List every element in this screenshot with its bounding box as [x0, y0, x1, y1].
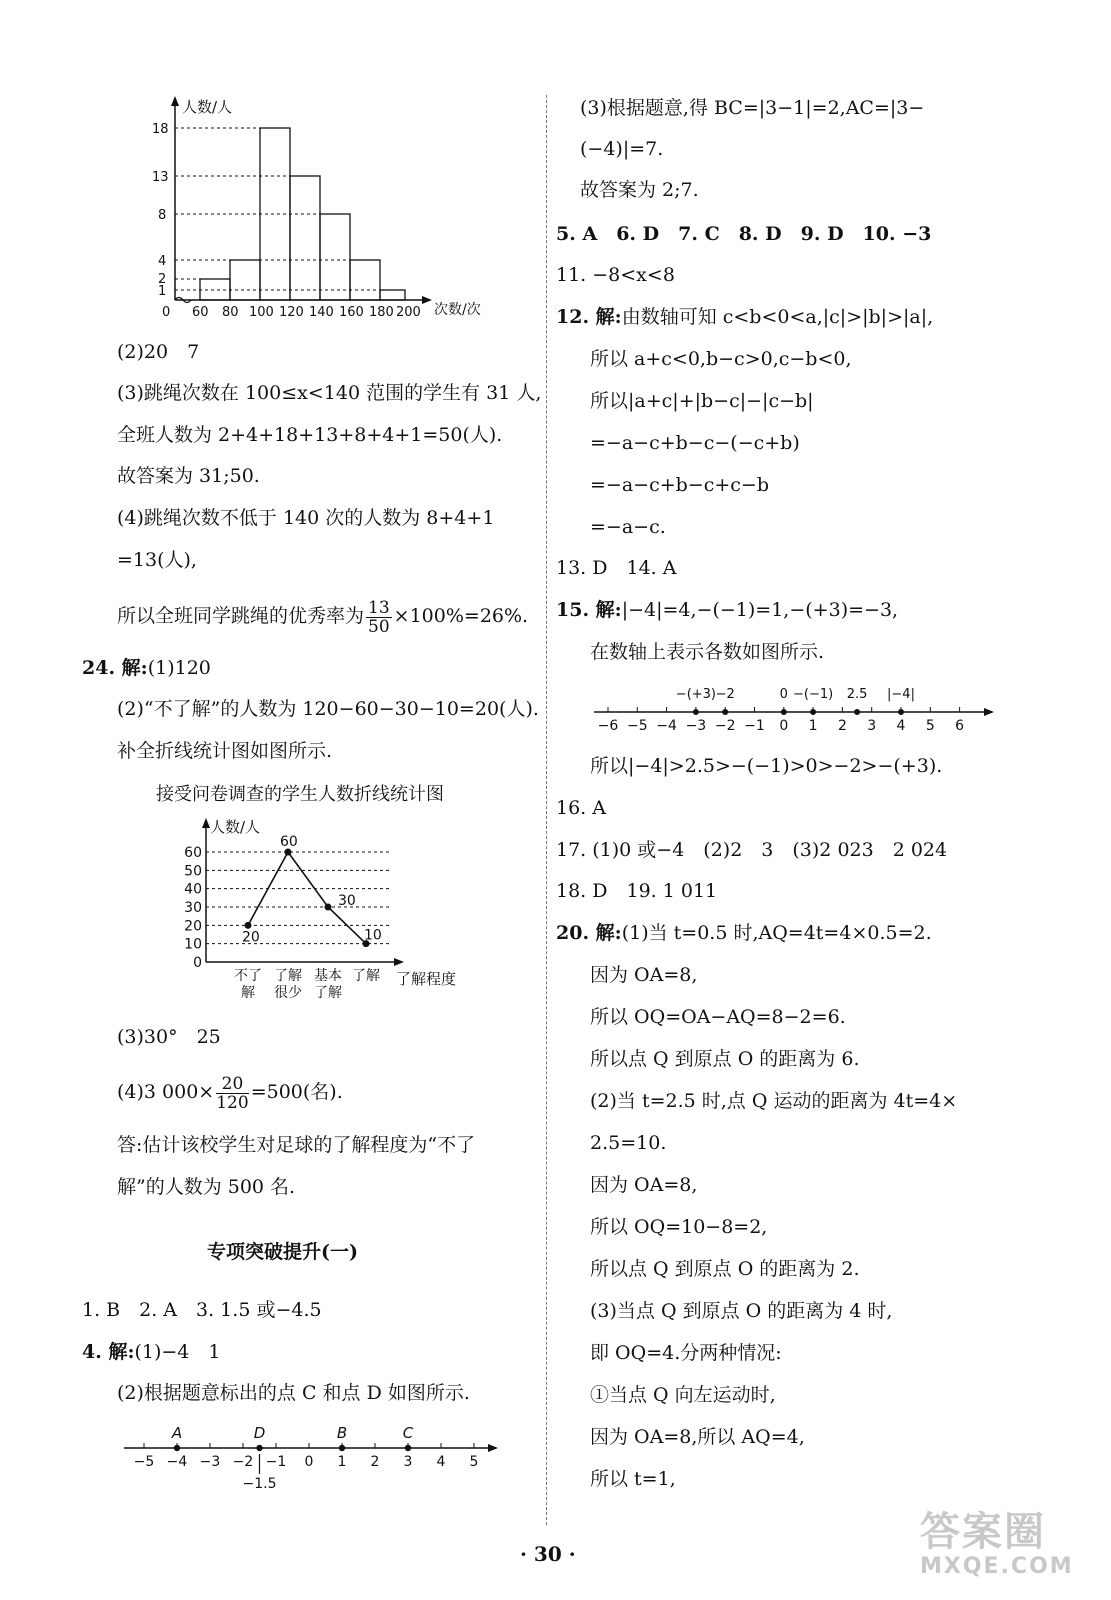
number-line-tick-label: −2	[714, 718, 736, 734]
number-line-tick-label: −1	[265, 1454, 287, 1470]
text-line: =13(人),	[117, 549, 197, 571]
number-line-tick-label: −3	[685, 718, 707, 734]
line-chart-y-tick: 20	[184, 918, 202, 935]
number-line-point	[722, 709, 728, 715]
text-line-fraction	[117, 1070, 343, 1114]
number-line-tick-label: 4	[896, 718, 906, 734]
text-line: (3)当点 Q 到原点 O 的距离为 4 时,	[590, 1300, 893, 1322]
line-chart-y-arrow	[202, 818, 210, 828]
line-chart-point-label: 30	[338, 893, 356, 909]
number-line-point	[405, 1445, 411, 1451]
line-chart-category-label: 解	[241, 985, 255, 1001]
line-chart-y-label: 人数/人	[210, 818, 261, 836]
number-line-point-label: D	[253, 1424, 266, 1442]
number-line-tick-label: 0	[304, 1454, 314, 1470]
text-line: 所以 OQ=10−8=2,	[590, 1216, 768, 1238]
text-line: (3)跳绳次数在 100≤x<140 范围的学生有 31 人,	[117, 382, 542, 404]
line-chart-category-label: 了解	[352, 968, 380, 984]
text-line: (−4)|=7.	[580, 138, 664, 160]
number-line-tick-label: 5	[925, 718, 935, 734]
number-line-point-label: B	[336, 1424, 348, 1442]
line-chart-x-arrow	[394, 958, 404, 966]
text-line: ①当点 Q 向左运动时,	[590, 1384, 776, 1406]
question-label: 4. 解:	[82, 1341, 135, 1363]
number-line-tick-label: −6	[597, 718, 619, 734]
number-line-point	[693, 709, 699, 715]
text-span: (1)120	[147, 657, 211, 679]
watermark-text: 答案圈	[920, 1509, 1046, 1555]
hist-x-tick: 100	[249, 305, 274, 320]
question-20	[556, 921, 932, 945]
number-line-point-label: −(+3)	[675, 687, 717, 702]
number-line-point	[854, 709, 860, 715]
section-title: 专项突破提升(一)	[207, 1241, 358, 1263]
number-line-point	[174, 1445, 180, 1451]
text-line: 所以|a+c|+|b−c|−|c−b|	[590, 390, 814, 412]
number-line-arrow	[488, 1444, 498, 1452]
hist-bar-120-140	[290, 176, 320, 300]
hist-x-tick: 200	[396, 305, 421, 320]
line-chart-category-label: 基本	[314, 968, 342, 984]
text-line: 因为 OA=8,所以 AQ=4,	[590, 1426, 805, 1448]
text-line: 全班人数为 2+4+18+13+8+4+1=50(人).	[117, 424, 503, 446]
fraction	[216, 1075, 248, 1112]
number-line-tick-label: 4	[436, 1454, 446, 1470]
number-line-point-label: 2.5	[846, 687, 868, 702]
number-line-point-label: C	[402, 1424, 414, 1442]
question-label: 20. 解:	[556, 922, 622, 944]
text-line: 补全折线统计图如图所示.	[117, 740, 333, 762]
line-chart-category-label: 了解	[274, 968, 302, 984]
text-line: 因为 OA=8,	[590, 1174, 698, 1196]
hist-y-tick: 8	[158, 208, 167, 223]
text-span: (1)−4 1	[134, 1341, 221, 1363]
number-line-point-label: A	[171, 1424, 183, 1442]
line-chart-point	[325, 904, 332, 911]
number-line-tick-label: −1	[744, 718, 765, 734]
chart-title: 接受问卷调查的学生人数折线统计图	[156, 784, 444, 805]
number-line-tick-label: 0	[779, 718, 789, 734]
hist-y-arrow	[171, 96, 179, 106]
text-line: (3)根据题意,得 BC=|3−1|=2,AC=|3−	[580, 97, 925, 119]
line-chart-point-label: 60	[280, 834, 298, 850]
line-chart-y-tick: 60	[184, 845, 202, 861]
text-line: (2)根据题意标出的点 C 和点 D 如图所示.	[117, 1382, 470, 1404]
hist-x-tick: 60	[192, 305, 209, 320]
hist-x-tick: 160	[339, 305, 364, 320]
text-line: (4)跳绳次数不低于 140 次的人数为 8+4+1	[117, 507, 495, 529]
question-24	[82, 656, 211, 680]
fraction-denominator: 120	[216, 1092, 249, 1113]
hist-x-tick: 120	[279, 305, 304, 320]
text-span: =500(名).	[250, 1081, 343, 1103]
hist-x-tick: 140	[309, 305, 334, 320]
text-span: 所以全班同学跳绳的优秀率为	[117, 605, 365, 627]
text-line: 18. D 19. 1 011	[556, 880, 718, 902]
number-line-tick-label: −5	[626, 718, 648, 734]
text-line: 故答案为 31;50.	[117, 465, 260, 487]
hist-y-tick: 1	[158, 284, 167, 299]
number-line-tick-label: 6	[955, 718, 965, 734]
text-line: 所以点 Q 到原点 O 的距离为 2.	[590, 1258, 860, 1280]
text-line: 11. −8<x<8	[556, 264, 675, 286]
question-4	[82, 1340, 220, 1364]
number-line-tick-label: −4	[656, 718, 677, 734]
line-chart-y-tick: 50	[184, 863, 202, 880]
text-span: 由数轴可知 c<b<0<a,|c|>|b|>|a|,	[621, 306, 934, 328]
column-divider	[546, 95, 547, 1525]
hist-bar-160-180	[350, 260, 380, 300]
text-line: =−a−c+b−c−(−c+b)	[590, 432, 800, 454]
question-label: 12. 解:	[556, 306, 622, 328]
number-line-point	[781, 709, 787, 715]
hist-y-tick: 13	[152, 170, 169, 185]
number-line-tick-label: 1	[808, 718, 818, 734]
text-line: 所以 a+c<0,b−c>0,c−b<0,	[590, 348, 852, 370]
text-line: 5. A 6. D 7. C 8. D 9. D 10. −3	[556, 223, 932, 245]
watermark-url: MXQE.COM	[920, 1554, 1074, 1579]
text-line: =−a−c.	[590, 516, 666, 538]
text-span: (4)3 000×	[117, 1081, 215, 1103]
number-line-tick-label: −4	[166, 1454, 188, 1470]
text-line: (2)20 7	[117, 341, 200, 363]
number-line-abcd	[122, 1418, 507, 1488]
number-line-point	[810, 709, 816, 715]
text-span: (1)当 t=0.5 时,AQ=4t=4×0.5=2.	[621, 922, 932, 944]
line-chart-y-tick: 40	[184, 881, 202, 898]
fraction-numerator: 13	[368, 597, 390, 618]
hist-y-tick: 4	[158, 254, 167, 269]
line-chart	[170, 812, 470, 1017]
number-line-tick-label: 2	[837, 718, 847, 734]
number-line-tick-label: −5	[133, 1454, 155, 1470]
fraction	[366, 599, 392, 636]
text-line: =−a−c+b−c+c−b	[590, 474, 770, 496]
number-line-values	[592, 676, 1002, 736]
text-line: 所以|−4|>2.5>−(−1)>0>−2>−(+3).	[590, 755, 943, 777]
line-chart-category-label: 很少	[274, 985, 302, 1001]
text-line: (3)30° 25	[117, 1026, 221, 1048]
line-chart-y-tick: 30	[184, 900, 202, 916]
line-chart-category-label: 不了	[234, 968, 262, 984]
hist-y-ticks	[152, 122, 169, 299]
hist-bar-180-200	[380, 290, 405, 300]
line-chart-category-label: 了解	[314, 985, 342, 1001]
number-line-point-label: |−4|	[887, 687, 915, 702]
number-line-point	[898, 709, 904, 715]
text-span: ×100%=26%.	[393, 605, 529, 627]
question-12	[556, 305, 933, 329]
hist-x-ticks	[162, 305, 421, 320]
line-chart-point-label: 20	[242, 929, 260, 946]
text-line: 所以点 Q 到原点 O 的距离为 6.	[590, 1048, 860, 1070]
number-line-arrow	[984, 708, 994, 716]
text-line: 解”的人数为 500 名.	[117, 1176, 296, 1198]
hist-x-arrow	[422, 296, 432, 304]
hist-bar-140-160	[320, 214, 350, 300]
text-line: 答:估计该校学生对足球的了解程度为“不了	[117, 1134, 476, 1156]
line-chart-y-tick: 10	[184, 936, 202, 953]
number-line-point	[339, 1445, 345, 1451]
number-line-tick-label: 3	[403, 1454, 413, 1470]
hist-y-tick: 2	[158, 272, 167, 287]
line-chart-x-label: 了解程度	[396, 970, 457, 988]
line-chart-point-label: 10	[364, 927, 382, 944]
text-span: |−4|=4,−(−1)=1,−(+3)=−3,	[621, 599, 899, 621]
fraction-denominator: 50	[368, 616, 390, 637]
text-line: 即 OQ=4.分两种情况:	[590, 1342, 782, 1364]
hist-y-tick: 18	[152, 122, 169, 137]
histogram-chart	[150, 92, 500, 327]
number-line-point-label: −(−1)	[792, 687, 834, 702]
number-line-tick-label: 3	[867, 718, 877, 734]
question-label: 15. 解:	[556, 599, 622, 621]
watermark-logo	[920, 1510, 1090, 1590]
number-line-sub-label: −1.5	[242, 1476, 277, 1488]
text-line: 17. (1)0 或−4 (2)2 3 (3)2 023 2 024	[556, 839, 948, 861]
hist-x-tick: 80	[222, 305, 239, 320]
number-line-tick-label: 2	[370, 1454, 380, 1470]
page-number: · 30 ·	[520, 1542, 576, 1566]
hist-y-label: 人数/人	[182, 98, 233, 116]
question-label: 24. 解:	[82, 657, 148, 679]
question-15	[556, 598, 898, 622]
hist-guides	[175, 128, 380, 290]
text-line: 故答案为 2;7.	[580, 179, 699, 201]
hist-x-label: 次数/次	[434, 302, 481, 318]
text-line: 所以 t=1,	[590, 1468, 676, 1490]
number-line-tick-label: 5	[469, 1454, 479, 1470]
text-line: 1. B 2. A 3. 1.5 或−4.5	[82, 1299, 322, 1321]
number-line-point-label: 0	[779, 687, 788, 702]
text-line: 所以 OQ=OA−AQ=8−2=6.	[590, 1006, 846, 1028]
number-line-point	[256, 1445, 262, 1451]
text-line: 2.5=10.	[590, 1132, 667, 1154]
text-line: 16. A	[556, 797, 606, 819]
hist-x-tick: 180	[369, 305, 394, 320]
hist-x-tick: 0	[162, 305, 171, 320]
number-line-tick-label: 1	[337, 1454, 347, 1470]
text-line: (2)当 t=2.5 时,点 Q 运动的距离为 4t=4×	[590, 1090, 958, 1112]
text-line: 因为 OA=8,	[590, 964, 698, 986]
text-line: 13. D 14. A	[556, 557, 677, 579]
number-line-tick-label: −2	[232, 1454, 254, 1470]
text-line: (2)“不了解”的人数为 120−60−30−10=20(人).	[117, 698, 539, 720]
line-chart-y-tick: 0	[193, 955, 202, 971]
fraction-numerator: 20	[216, 1075, 248, 1094]
number-line-point-label: −2	[715, 687, 735, 702]
line-chart-point	[245, 922, 252, 929]
text-line: 在数轴上表示各数如图所示.	[590, 641, 825, 663]
number-line-tick-label: −3	[199, 1454, 221, 1470]
text-line-fraction	[117, 594, 528, 638]
hist-bar-80-100	[230, 260, 260, 300]
